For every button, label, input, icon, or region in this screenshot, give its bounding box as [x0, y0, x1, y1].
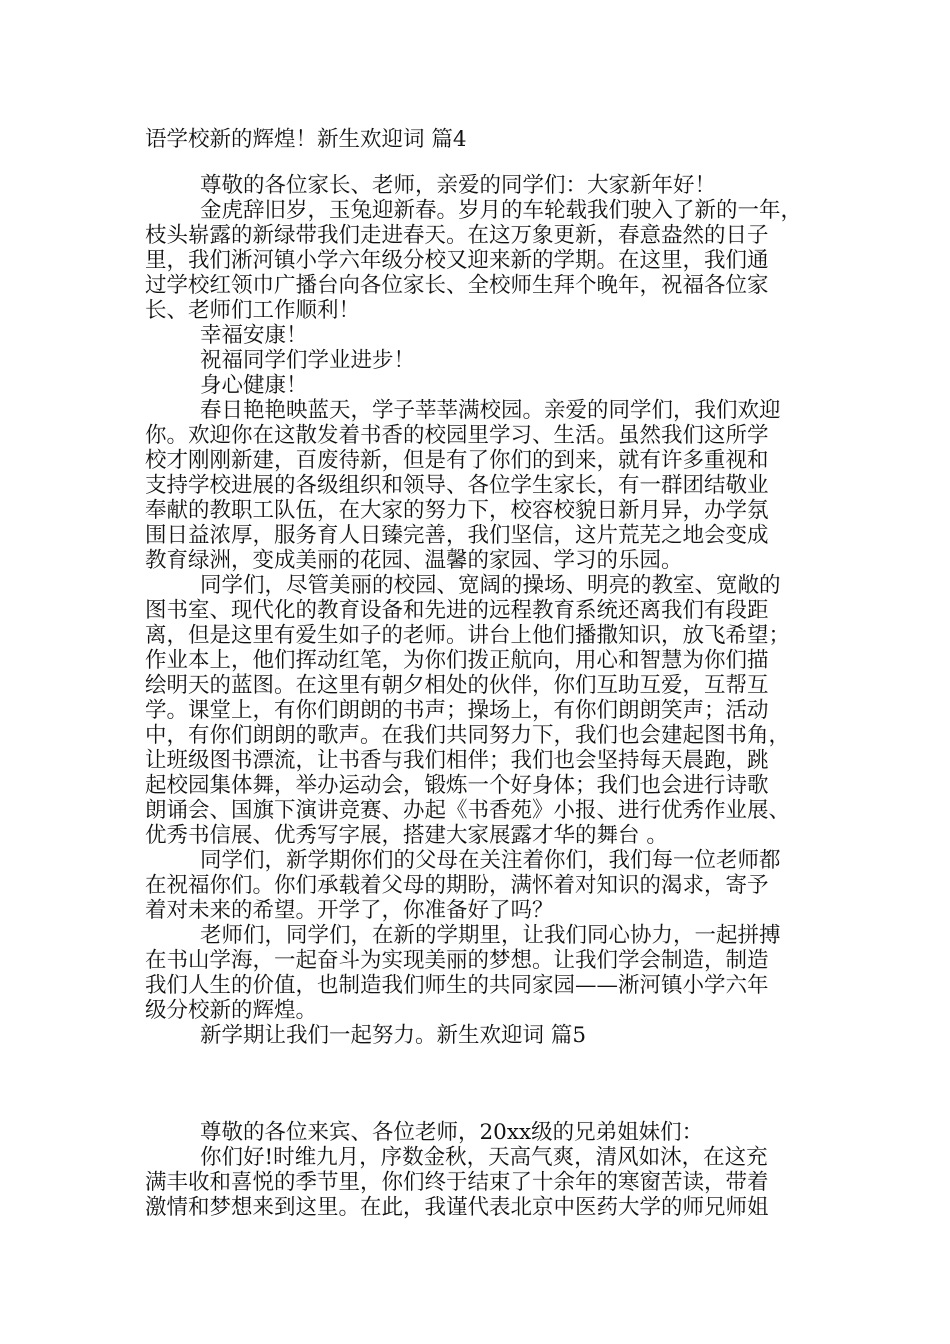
text-line: 你。欢迎你在这散发着书香的校园里学习、生活。虽然我们这所学 [145, 423, 769, 448]
text-line: 满丰收和喜悦的季节里，你们终于结束了十余年的寒窗苦读，带着 [145, 1170, 769, 1195]
text-line: 作业本上，他们挥动红笔，为你们拨正航向，用心和智慧为你们描 [145, 648, 769, 673]
text-line: 语学校新的辉煌！新生欢迎词 篇4 [145, 127, 467, 152]
text-line: 尊敬的各位来宾、各位老师，20xx级的兄弟姐妹们： [200, 1120, 704, 1145]
text-line: 着对未来的希望。开学了，你准备好了吗？ [145, 898, 554, 923]
text-line: 枝头崭露的新绿带我们走进春天。在这万象更新，春意盎然的日子 [145, 223, 769, 248]
text-line: 奉献的教职工队伍，在大家的努力下，校容校貌日新月异，办学氛 [145, 498, 769, 523]
text-line: 在祝福你们。你们承载着父母的期盼，满怀着对知识的渴求，寄予 [145, 873, 769, 898]
text-line: 教育绿洲，变成美丽的花园、温馨的家园、学习的乐园。 [145, 548, 683, 573]
text-line: 优秀书信展、优秀写字展，搭建大家展露才华的舞台 。 [145, 823, 668, 848]
text-line: 围日益浓厚，服务育人日臻完善，我们坚信，这片荒芜之地会变成 [145, 523, 769, 548]
text-line: 同学们，尽管美丽的校园、宽阔的操场、明亮的教室、宽敞的 [200, 573, 781, 598]
text-line: 春日艳艳映蓝天，学子莘莘满校园。亲爱的同学们，我们欢迎 [200, 398, 781, 423]
text-line: 朗诵会、国旗下演讲竞赛、办起《书香苑》小报、进行优秀作业展、 [145, 798, 791, 823]
text-line: 里，我们淅河镇小学六年级分校又迎来新的学期。在这里，我们通 [145, 248, 769, 273]
text-line: 支持学校进展的各级组织和领导、各位学生家长，有一群团结敬业 [145, 473, 769, 498]
text-line: 你们好!时维九月，序数金秋，天高气爽，清风如沐，在这充 [200, 1145, 768, 1170]
text-line: 在书山学海，一起奋斗为实现美丽的梦想。让我们学会制造，制造 [145, 948, 769, 973]
text-line: 离，但是这里有爱生如子的老师。讲台上他们播撒知识，放飞希望； [145, 623, 791, 648]
text-line: 起校园集体舞，举办运动会，锻炼一个好身体；我们也会进行诗歌 [145, 773, 769, 798]
text-line: 新学期让我们一起努力。新生欢迎词 篇5 [200, 1023, 587, 1048]
text-line: 过学校红领巾广播台向各位家长、全校师生拜个晚年，祝福各位家 [145, 273, 769, 298]
text-line: 老师们，同学们，在新的学期里，让我们同心协力，一起拼搏 [200, 923, 781, 948]
text-line: 校才刚刚新建，百废待新，但是有了你们的到来，就有许多重视和 [145, 448, 769, 473]
text-line: 绘明天的蓝图。在这里有朝夕相处的伙伴，你们互助互爱，互帮互 [145, 673, 769, 698]
text-line: 级分校新的辉煌。 [145, 998, 318, 1023]
text-line: 金虎辞旧岁，玉兔迎新春。岁月的车轮载我们驶入了新的一年， [200, 198, 803, 223]
text-line: 学。课堂上，有你们朗朗的书声；操场上，有你们朗朗笑声；活动 [145, 698, 769, 723]
text-line: 身心健康！ [200, 373, 308, 398]
text-line: 中，有你们朗朗的歌声。在我们共同努力下，我们也会建起图书角， [145, 723, 791, 748]
text-line: 同学们，新学期你们的父母在关注着你们，我们每一位老师都 [200, 848, 781, 873]
text-line: 激情和梦想来到这里。在此，我谨代表北京中医药大学的师兄师姐 [145, 1195, 769, 1220]
text-line: 祝福同学们学业进步！ [200, 348, 416, 373]
text-line: 让班级图书漂流，让书香与我们相伴；我们也会坚持每天晨跑，跳 [145, 748, 769, 773]
text-line: 长、老师们工作顺利！ [145, 298, 361, 323]
text-line: 幸福安康！ [200, 323, 308, 348]
text-line: 尊敬的各位家长、老师，亲爱的同学们：大家新年好！ [200, 173, 717, 198]
text-line: 我们人生的价值，也制造我们师生的共同家园——淅河镇小学六年 [145, 973, 769, 998]
text-line: 图书室、现代化的教育设备和先进的远程教育系统还离我们有段距 [145, 598, 769, 623]
